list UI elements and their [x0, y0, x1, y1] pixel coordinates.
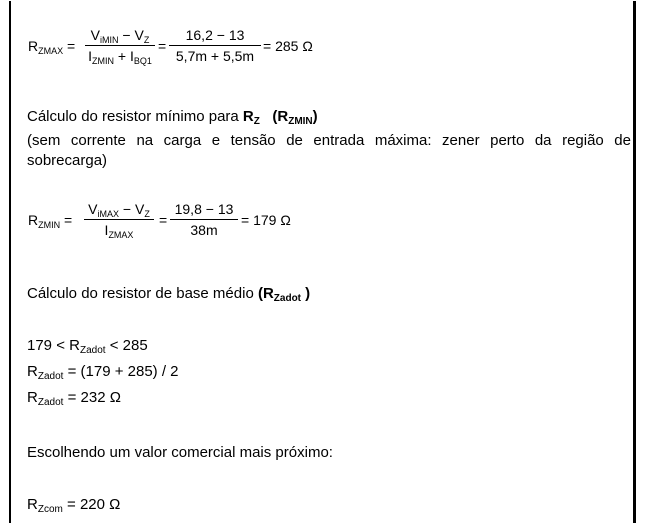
eq2-fraction-symbolic	[84, 201, 154, 238]
eq1-fraction-numeric	[169, 27, 261, 64]
eq1-lhs-subscript: ZMAX	[38, 46, 64, 56]
section-base-heading: Cálculo do resistor de base médio ($R_{Zadot}$ )	[27, 285, 311, 304]
eq2-result: = 179 Ω	[241, 212, 291, 228]
eq1-equals: =	[63, 38, 76, 54]
eq2-equals-2: =	[159, 212, 168, 228]
eq1-frac1-numerator: $V_{iMIN} - V_Z$	[90, 27, 150, 45]
eq1-frac1-denominator: $I_{ZMIN} + I_{BQ1}$	[85, 45, 155, 64]
eq1-lhs	[28, 38, 75, 54]
eq2-frac1-denominator: $I_{ZMAX}$	[84, 219, 154, 238]
eq2-frac2-denominator: 38m	[170, 219, 238, 238]
calc-line-average: $R_{Zadot} = (179 + 285) / 2$	[27, 363, 179, 382]
eq2-frac2-numerator: 19,8 − 13	[174, 201, 234, 217]
section-rmin-heading: Cálculo do resistor mínimo para $R_Z$ $(R_{ZMIN})$	[27, 108, 318, 127]
eq1-lhs-symbol: R	[28, 38, 39, 54]
eq1-fraction-symbolic	[85, 27, 155, 64]
eq2-frac1-numerator: $V_{iMAX} - V_Z$	[88, 201, 150, 219]
eq1-equals-2: =	[158, 38, 167, 54]
calc-line-range: $179 < R_{Zadot} < 285$	[27, 337, 148, 356]
eq1-frac2-numerator: 16,2 − 13	[185, 27, 245, 43]
eq2-fraction-numeric	[170, 201, 238, 238]
eq2-lhs: $R_{ZMIN}$ =	[28, 212, 73, 230]
calc-line-result: $R_{Zadot} = 232$ Ω	[27, 389, 121, 408]
commercial-heading: Escolhendo um valor comercial mais próximo:	[27, 444, 333, 461]
section-rmin-note: (sem corrente na carga e tensão de entrada máxima: zener perto da região de sobrecarga)	[27, 132, 631, 169]
eq1-result: = 285 Ω	[263, 38, 313, 54]
commercial-value: $R_{Zcom} = 220$ Ω	[27, 496, 121, 515]
eq1-frac2-denominator: 5,7m + 5,5m	[169, 45, 261, 64]
